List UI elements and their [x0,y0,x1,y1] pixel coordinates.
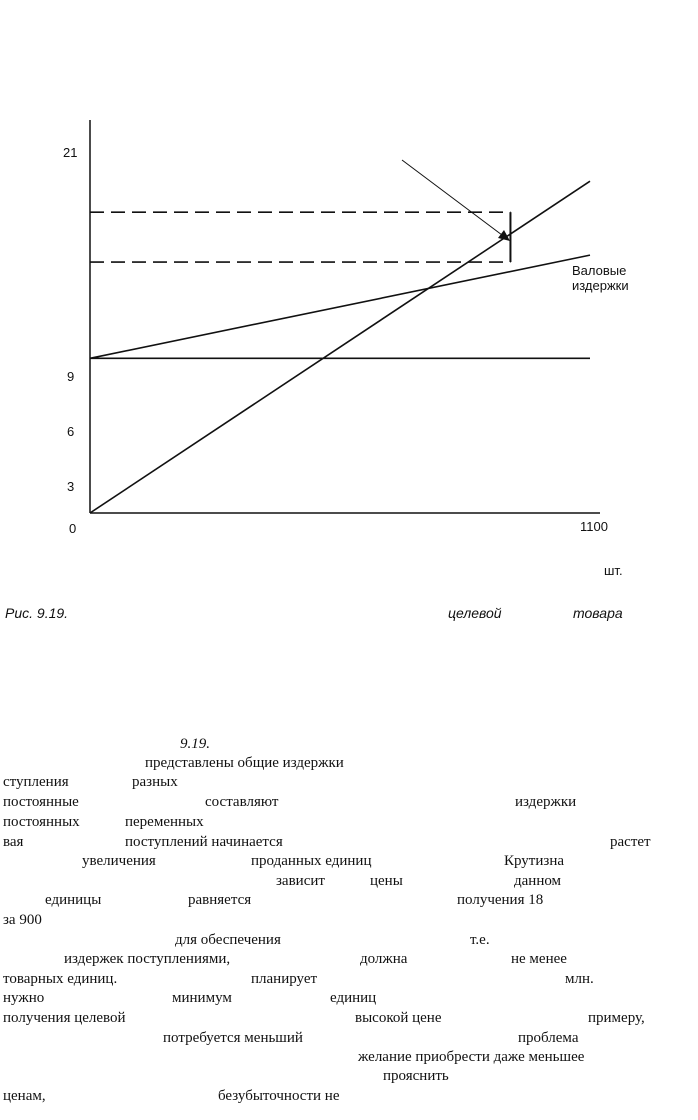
gross-cost-label [572,263,629,293]
body-line-14c: примеру, [588,1010,645,1026]
body-line-8a: единицы [45,892,102,908]
body-line-10a: для обеспечения [175,932,281,948]
x-tick-0: 0 [69,521,77,536]
body-line-5a: вая [3,834,24,850]
body-line-7c: данном [514,873,562,889]
body-line-10b: т.е. [470,932,490,948]
body-line-15b: проблема [518,1030,579,1046]
body-line-12c: млн. [565,971,594,987]
body-line-5b: поступлений начинается [125,834,283,850]
body-line-11a: издержек поступлениями, [64,951,231,967]
body-line-14a: получения целевой [3,1010,126,1026]
body-line-17a: прояснить [383,1068,449,1084]
body-line-2b: разных [132,774,178,790]
figure-number: Рис. 9.19. [5,605,69,621]
caption-word-product: товара [573,605,623,621]
body-line-5c: растет [610,834,651,850]
body-line-4b: переменных [125,814,204,830]
body-line-7a: зависит [276,873,325,889]
gross-cost-label-line2: издержки [572,278,629,293]
series-layer [90,181,590,513]
revenue-line [90,181,590,513]
body-line-18b: безубыточности не [218,1088,340,1104]
annotation-arrow [402,160,506,238]
body-line-13b: минимум [172,990,232,1006]
body-line-16a: желание приобрести даже меньшее [358,1049,585,1065]
x-tick-1100: 1100 [580,519,608,534]
body-line-3c: издержки [515,794,577,810]
body-line-6c: Крутизна [504,853,564,869]
x-axis-unit: шт. [604,563,623,578]
y-tick-3: 3 [67,479,75,494]
body-line-18a: ценам, [3,1088,46,1104]
y-tick-6: 6 [67,424,75,439]
body-line-3a: постоянные [3,794,79,810]
body-line-1a: представлены общие издержки [145,755,344,771]
y-tick-21: 21 [63,145,78,160]
body-line-3b: составляют [205,794,279,810]
body-line-8c: получения 18 [457,892,544,908]
caption-word-target: целевой [448,605,502,621]
body-line-15a: потребуется меньший [163,1030,303,1046]
body-line-6b: проданных единиц [251,853,372,869]
y-tick-9: 9 [67,369,75,384]
body-line-8b: равняется [188,892,252,908]
gross-cost-label-line1: Валовые [572,263,627,278]
body-line-11b: должна [360,951,408,967]
body-line-9a: за 900 [3,912,42,928]
body-line-14b: высокой цене [355,1010,442,1026]
body-line-13c: единиц [330,990,377,1006]
body-line-4a: постоянных [3,814,80,830]
body-line-6a: увеличения [82,853,156,869]
body-line-11c: не менее [511,951,567,967]
body-line-7b: цены [370,873,403,889]
body-fig-ref: 9.19. [180,736,210,752]
guide-layer [90,212,510,262]
body-line-13a: нужно [3,990,45,1006]
body-line-2a: ступления [3,774,69,790]
body-line-12a: товарных единиц. [3,971,118,987]
body-line-12b: планирует [251,971,318,987]
gross-cost-line [90,255,590,358]
